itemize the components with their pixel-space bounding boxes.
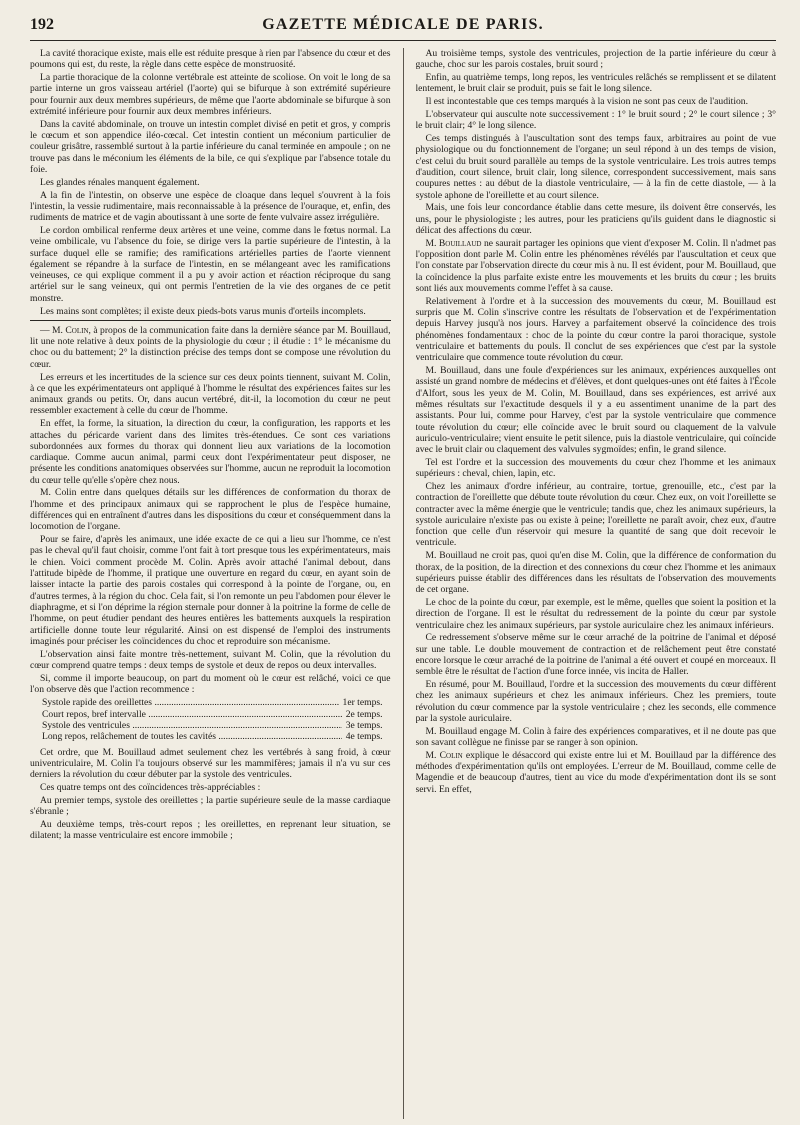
paragraph: M. Colin entre dans quelques détails sur les différences de conformation du thorax de l'homme et des principaux animaux qui se rapprochent le plus de l'espèce humaine, différences qui en entraînent d'autres dans les dispositions du cœur et conséquemment dans la locomotion de l'organe.: [30, 487, 391, 533]
paragraph: Le cordon ombilical renferme deux artères et une veine, comme dans le fœtus normal. La veine ombilicale, vu l'absence du foie, se dirige vers la partie supérieure de l'intestin, à la surface duquel elle se ramifie; des ramifications artérielles parties de l'aorte viennent également se répandre à la surface de l'intestin, en se mélangeant avec les ramifications veineuses, ce qui explique comment il a pu y avoir action et réaction réciproque du sang artériel sur le sang veineux, qui ont permis l'entretien de la vie des organes de ce petit monstre.: [30, 224, 391, 304]
running-title: GAZETTE MÉDICALE DE PARIS.: [262, 16, 544, 33]
speaker-name: M. Colin: [425, 749, 463, 761]
paragraph-text: ne saurait partager les opinions que vient d'exposer M. Colin. Il n'admet pas l'opposition dont parle M. Colin entre les phénomènes révélés par l'auscultation et ceux que l'on constate par l'observation directe du cœur mis à nu. Il est évident, pour M. Bouillaud, que la coïncidence la plus parfaite existe entre les mouvements et les bruits du cœur ; les bruits sont liés aux mouvements comme l'effet à sa cause.: [415, 237, 776, 294]
paragraph: Tel est l'ordre et la succession des mouvements du cœur chez l'homme et les animaux supérieurs : cheval, chien, lapin, etc.: [415, 456, 776, 480]
paragraph: L'observateur qui ausculte note successivement : 1° le bruit sourd ; 2° le court silence ; 3° le bruit clair; 4° le long silence.: [415, 108, 776, 132]
paragraph: Ce redressement s'observe même sur le cœur arraché de la poitrine de l'animal et déposé sur une table. Le double mouvement de contraction et de relâchement peut être constaté encore lorsque le cœur arraché de la poitrine de l'animal a été ouvert et coupé en morceaux. Il semble être le résultat de l'action d'une force innée, vis incita de Haller.: [415, 632, 776, 678]
paragraph: [416, 750, 777, 795]
right-column: [416, 48, 777, 1119]
paragraph: Au deuxième temps, très-court repos ; les oreillettes, en reprenant leur situation, se dilatent; la masse ventriculaire est encore immobile ;: [30, 818, 391, 842]
paragraph: Les mains sont complètes; il existe deux pieds-bots varus munis d'orteils incomplets.: [30, 306, 391, 321]
paragraph: [416, 238, 777, 294]
paragraph-text: , à propos de la communication faite dans la dernière séance par M. Bouillaud, lit une note relative à deux points de la physiologie du cœur ; il étudie : 1° le mécanisme du choc ou du battement; 2° la distinction précise des temps dont se compose une révolution du cœur.: [30, 324, 391, 370]
paragraph: Au premier temps, systole des oreillettes ; la partie supérieure seule de la masse cardiaque s'ébranle ;: [30, 794, 391, 817]
column-divider: [403, 48, 404, 1119]
paragraph: La cavité thoracique existe, mais elle est réduite presque à rien par l'absence du cœur et des poumons qui est, du reste, la règle dans cette espèce de monstruosité.: [30, 48, 391, 71]
paragraph: En résumé, pour M. Bouillaud, l'ordre et la succession des mouvements du cœur diffèrent chez les animaux supérieurs et chez les animaux inférieurs. Chez les premiers, toute révolution du cœur commence par la systole ventriculaire ; chez les seconds, elle commence par la systole auriculaire.: [415, 679, 776, 724]
paragraph: La partie thoracique de la colonne vertébrale est atteinte de scoliose. On voit le long de sa partie interne un gros vaisseau artériel (l'aorte) qui se bifurque à son extrémité supérieure pour fournir aux deux membres supérieurs, de même que l'aorte abdominale se bifurque à son extrémité inférieure pour fournir aux deux membres inférieurs.: [30, 72, 391, 117]
paragraph: Ces temps distingués à l'auscultation sont des temps faux, arbitraires au point de vue physiologique ou du fonctionnement de l'organe; un seul répond à un des temps de vision, c'est celui du bruit sourd parallèle au temps de la systole ventriculaire. Les trois autres temps d'audition, court silence, bruit clair, long silence, correspondent successivement, mais sans coupures nettes : au début de la diastole ventriculaire, — à la fin de cette diastole, — à la systole aphone de l'oreillette et au court silence.: [415, 133, 776, 201]
table-row-label: Systole des ventricules .....: [42, 720, 342, 731]
paragraph: Pour se faire, d'après les animaux, une idée exacte de ce qui a lieu sur l'homme, ce n'est pas le cheval qu'il faut choisir, comme l'ont fait à tort presque tous les expérimentateurs, mais le chien. Voici comment procède M. Colin. Après avoir attaché l'animal debout, dans l'attitude bipède de l'homme, il pratique une ouverture en regard du cœur, en ayant soin de laisser intacte la partie des parois costales qui correspond à la pointe de l'organe, ou, en d'autres termes, à la région du choc. Cela fait, si l'on remonte un peu l'abdomen pour élever le diaphragme, et si l'on déprime la région sternale pour donner à la poitrine la forme de celle de l'homme, on peut étudier pendant des heures entières les battements auxquels la respiration artificielle donne toute leur régularité. Ainsi on est dispensé de l'emploi des instruments imaginés pour préciser les coïncidences du choc et reproduire son mécanisme.: [30, 534, 391, 647]
paragraph: M. Bouillaud engage M. Colin à faire des expériences comparatives, et il ne doute pas que son savant collègue ne finisse par se ranger à son opinion.: [415, 725, 776, 749]
table-row-label: Court repos, bref intervalle .....: [42, 709, 342, 720]
paragraph: Le choc de la pointe du cœur, par exemple, est le même, quelles que soient la position et la direction de l'organe. Il est le résultat du redressement de la pointe du cœur par systole ventriculaire chez les animaux supérieurs, par systole auriculaire chez les animaux inférieurs.: [415, 596, 776, 631]
table-row-value: 4e temps.: [345, 731, 383, 743]
paragraph: Enfin, au quatrième temps, long repos, les ventricules relâchés se remplissent et se dilatent lentement, le bruit clair se produit, puis se fait le long silence.: [415, 72, 776, 95]
text-columns: [30, 48, 776, 1119]
paragraph: Chez les animaux d'ordre inférieur, au contraire, tortue, grenouille, etc., c'est par la contraction de l'oreillette que débute toute révolution du cœur. Chez eux, on voit l'oreillette se contracter avec la même énergie que le ventricule; tandis que, chez les animaux supérieurs, la systole auriculaire n'existe pas ou existe à peine; l'oreillette ne paraît avoir, chez eux, d'autre fonction que celle d'un réservoir qui mesure la quantité de sang que doit recevoir le ventricule.: [415, 480, 776, 549]
table-row: [42, 731, 383, 742]
paragraph: Si, comme il importe beaucoup, on part du moment où le cœur est relâché, voici ce que l'on observe dès que l'action recommence :: [30, 672, 391, 696]
left-column: [30, 48, 391, 1119]
paragraph: Au troisième temps, systole des ventricules, projection de la partie inférieure du cœur à gauche, choc sur les parois costales, bruit sourd ;: [415, 48, 776, 71]
table-row-value: 2e temps.: [345, 708, 383, 720]
page-header: [30, 16, 776, 41]
paragraph: Relativement à l'ordre et à la succession des mouvements du cœur, M. Bouillaud est surpris que M. Colin s'inscrive contre les résultats de l'observation et de l'expérimentation depuis Harvey jusqu'à nos jours. Harvey a parfaitement observé la coïncidence des trois phénomènes fondamentaux : choc de la pointe du cœur contre la paroi thoracique, systole ventriculaire et battements du pouls. Il conclut de ses expériences que c'est par la systole ventriculaire que commence toute révolution du cœur.: [415, 295, 776, 364]
paragraph: Les glandes rénales manquent également.: [40, 176, 200, 188]
page-number: 192: [30, 16, 54, 33]
heart-cycle-table: [42, 697, 383, 742]
paragraph: Mais, une fois leur concordance établie dans cette mesure, ils doivent être conservés, les uns, pour le physiologiste ; les autres, pour les praticiens qu'ils guident dans le diagnostic si délicat des affections du cœur.: [415, 202, 776, 236]
table-row-value: 3e temps.: [345, 719, 383, 731]
speaker-name: — M. Colin: [40, 324, 89, 336]
paragraph: Les erreurs et les incertitudes de la science sur ces deux points tiennent, suivant M. Colin, à ce que les expérimentateurs ont appliqué à l'homme le résultat des expériences faites sur les animaux grands ou petits. Or, dans aucun vertébré, dit-il, la locomotion du cœur ne peut ressembler exactement à celle du cœur de l'homme.: [30, 371, 391, 417]
paragraph: Cet ordre, que M. Bouillaud admet seulement chez les vertébrés à sang froid, à cœur univentriculaire, M. Colin l'a toujours observé sur les mammifères; jamais il n'a vu sur ces derniers la révolution du cœur débuter par la systole des ventricules.: [30, 746, 391, 781]
paragraph: En effet, la forme, la situation, la direction du cœur, la configuration, les rapports et les attaches du péricarde varient dans des limites très-étendues. Ce sont ces variations subordonnées aux formes du thorax qui donnent lieu aux variations de la locomotion cardiaque. Comme aucun animal, parmi ceux dont l'expérimentateur peut disposer, ne présente les conditions anatomiques observées sur l'homme, aucun ne reproduit la locomotion du cœur telle qu'elle s'opère chez nous.: [30, 418, 391, 486]
table-row-label: Long repos, relâchement de toutes les cavités .....: [42, 731, 342, 742]
paragraph: Il est incontestable que ces temps marqués à la vision ne sont pas ceux de l'audition.: [425, 96, 749, 108]
table-row-label: Systole rapide des oreillettes .....: [42, 697, 339, 708]
table-row: [42, 709, 383, 720]
table-row: [42, 697, 383, 708]
table-row-value: 1er temps.: [342, 697, 383, 709]
paragraph: A la fin de l'intestin, on observe une espèce de cloaque dans lequel s'ouvrent à la fois l'intestin, la vessie rudimentaire, mais reconnaissable à la présence de l'ouraque, et, enfin, des rudiments de matrice et de vagin aboutissant à une sorte de fente vulvaire assez irrégulière.: [30, 189, 391, 224]
paragraph-text: explique le désaccord qui existe entre lui et M. Bouillaud par la différence des méthodes d'expérimentation qu'ils ont employées. L'erreur de M. Bouillaud, comme celle de Magendie et de beaucoup d'autres, tient au vice du mode d'expérimentation dont ils se sont servi. En effet,: [415, 749, 776, 795]
table-row: [42, 720, 383, 731]
paragraph: Ces quatre temps ont des coïncidences très-appréciables :: [40, 781, 261, 793]
paragraph: L'observation ainsi faite montre très-nettement, suivant M. Colin, que la révolution du cœur comprend quatre temps : deux temps de systole et deux de repos ou deux intervalles.: [30, 648, 391, 671]
paragraph: M. Bouillaud ne croit pas, quoi qu'en dise M. Colin, que la différence de conformation du thorax, de la position, de la direction et des connexions du cœur chez l'homme et les animaux supérieurs puisse établir des différences dans les résultats de l'observation des mouvements de cet organe.: [415, 550, 776, 596]
paragraph: M. Bouillaud, dans une foule d'expériences sur les animaux, expériences auxquelles ont assisté un grand nombre de médecins et d'élèves, et dont quelques-unes ont été faites à l'École d'Alfort, sous les yeux de M. Colin, M. Bouillaud, dans ses expériences, est arrivé aux mêmes résultats sur l'exactitude desquels il y a eu assentiment unanime de la part des assistants. Pour lui, comme pour Harvey, c'est par la systole ventriculaire que commence toute révolution du cœur; elle coïncide avec le bruit sourd ou claquement de la valvule auriculo-ventriculaire; vient ensuite le petit silence, puis la diastole ventriculaire, qui coïncide avec le bruit clair ou claquement des valvules sygmoïdes; enfin, le grand silence.: [415, 365, 776, 456]
paragraph: [30, 325, 391, 370]
paragraph: Dans la cavité abdominale, on trouve un intestin complet divisé en petit et gros, y compris le cœcum et son appendice iléo-cœcal. Cet intestin contient un méconium particulier de couleur grisâtre, rassemblé surtout à la partie inférieure du canal terminée en ampoule ; on ne trouve pas dans le méconium les éléments de la bile, ce qui s'explique par l'absence totale du foie.: [30, 118, 391, 175]
speaker-name: M. Bouillaud: [425, 237, 482, 249]
